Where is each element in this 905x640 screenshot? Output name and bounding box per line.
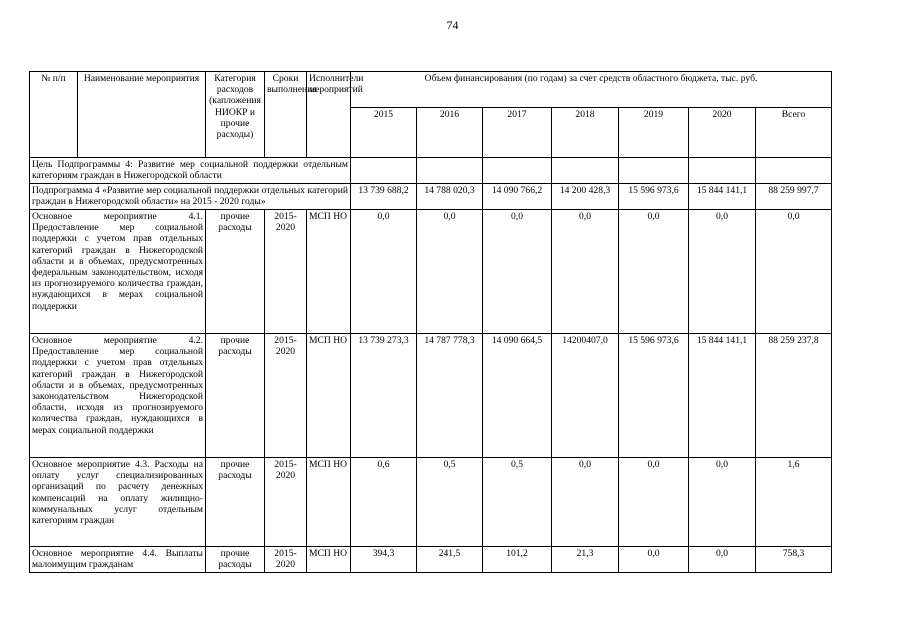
value-total-cell: 758,3	[756, 547, 832, 573]
measure-category: прочие расходы	[206, 334, 265, 458]
value-cell: 15 844 141,1	[689, 334, 756, 458]
measure-executor: МСП НО	[307, 334, 351, 458]
table-header-row	[30, 72, 832, 108]
page-number: 74	[446, 18, 459, 32]
header-year: 2016	[417, 108, 483, 158]
value-cell: 14 788 020,3	[417, 184, 483, 210]
value-cell: 0,5	[483, 458, 552, 547]
empty-cell	[552, 158, 619, 184]
measure-executor: МСП НО	[307, 458, 351, 547]
value-total-cell: 1,6	[756, 458, 832, 547]
header-year: 2019	[619, 108, 689, 158]
value-cell: 0,0	[552, 458, 619, 547]
value-cell: 0,0	[689, 210, 756, 334]
value-total-cell: 0,0	[756, 210, 832, 334]
empty-cell	[351, 158, 417, 184]
empty-cell	[756, 158, 832, 184]
value-cell: 21,3	[552, 547, 619, 573]
value-cell: 0,0	[619, 210, 689, 334]
measure-executor: МСП НО	[307, 547, 351, 573]
value-cell: 15 844 141,1	[689, 184, 756, 210]
value-cell: 0,0	[351, 210, 417, 334]
header-year: 2015	[351, 108, 417, 158]
header-number: № п/п	[30, 72, 78, 158]
measure-term: 2015-2020	[265, 458, 307, 547]
subprogram-title: Подпрограмма 4 «Развитие мер социальной поддержки отдельных категорий граждан в Нижегородской области» на 2015 - 2020 годы»	[30, 184, 351, 210]
header-funding: Объем финансирования (по годам) за счет средств областного бюджета, тыс. руб.	[351, 72, 832, 108]
value-cell: 101,2	[483, 547, 552, 573]
table-row	[30, 210, 832, 334]
measure-name: Основное мероприятие 4.1. Предоставление мер социальной поддержки с учетом прав отдельных категорий граждан в Нижегородской области и в объемах, предусмотренных федеральным законодательством, исходя из прогнозируемого количества граждан, нуждающихся в мерах социальной поддержки	[30, 210, 206, 334]
header-executors: Исполнители мероприятий	[307, 72, 351, 158]
measure-term: 2015-2020	[265, 547, 307, 573]
empty-cell	[417, 158, 483, 184]
measure-term: 2015-2020	[265, 210, 307, 334]
value-cell: 0,0	[552, 210, 619, 334]
value-cell: 15 596 973,6	[619, 334, 689, 458]
value-cell: 0,0	[483, 210, 552, 334]
header-year: 2020	[689, 108, 756, 158]
measure-name: Основное мероприятие 4.4. Выплаты малоимущим гражданам	[30, 547, 206, 573]
value-cell: 13 739 688,2	[351, 184, 417, 210]
value-cell: 0,6	[351, 458, 417, 547]
value-cell: 14 200 428,3	[552, 184, 619, 210]
value-cell: 394,3	[351, 547, 417, 573]
value-cell: 14200407,0	[552, 334, 619, 458]
empty-cell	[689, 158, 756, 184]
value-cell: 14 787 778,3	[417, 334, 483, 458]
value-cell: 0,0	[689, 547, 756, 573]
measure-category: прочие расходы	[206, 458, 265, 547]
goal-row	[30, 158, 832, 184]
value-cell: 14 090 766,2	[483, 184, 552, 210]
value-cell: 241,5	[417, 547, 483, 573]
table-row	[30, 458, 832, 547]
table-row	[30, 547, 832, 573]
value-cell: 0,5	[417, 458, 483, 547]
measure-name: Основное мероприятие 4.3. Расходы на оплату услуг специализированных организаций по расчету денежных компенсаций на оплату жилищно-коммунальных услуг отдельным категориям граждан	[30, 458, 206, 547]
table-row	[30, 334, 832, 458]
header-name: Наименование мероприятия	[78, 72, 206, 158]
goal-text: Цель Подпрограммы 4: Развитие мер социальной поддержки отдельным категориям граждан в Нижегородской области	[30, 158, 351, 184]
value-cell: 0,0	[619, 547, 689, 573]
value-cell: 15 596 973,6	[619, 184, 689, 210]
header-term: Сроки выполнения	[265, 72, 307, 158]
measure-name: Основное мероприятие 4.2. Предоставление мер социальной поддержки с учетом прав отдельных категорий граждан в Нижегородской области и в объемах, предусмотренных законодательством Нижегородской области, исходя из прогнозируемого количества граждан, нуждающихся в мерах социальной поддержки	[30, 334, 206, 458]
value-cell: 14 090 664,5	[483, 334, 552, 458]
value-cell: 13 739 273,3	[351, 334, 417, 458]
value-cell: 0,0	[689, 458, 756, 547]
value-cell: 0,0	[619, 458, 689, 547]
value-total-cell: 88 259 997,7	[756, 184, 832, 210]
measure-term: 2015-2020	[265, 334, 307, 458]
header-year: 2018	[552, 108, 619, 158]
subprogram-row	[30, 184, 832, 210]
header-category: Категория расходов (капложения НИОКР и прочие расходы)	[206, 72, 265, 158]
header-year-total: Всего	[756, 108, 832, 158]
measure-executor: МСП НО	[307, 210, 351, 334]
funding-table	[29, 71, 832, 573]
measure-category: прочие расходы	[206, 210, 265, 334]
empty-cell	[483, 158, 552, 184]
value-total-cell: 88 259 237,8	[756, 334, 832, 458]
header-year: 2017	[483, 108, 552, 158]
measure-category: прочие расходы	[206, 547, 265, 573]
value-cell: 0,0	[417, 210, 483, 334]
empty-cell	[619, 158, 689, 184]
